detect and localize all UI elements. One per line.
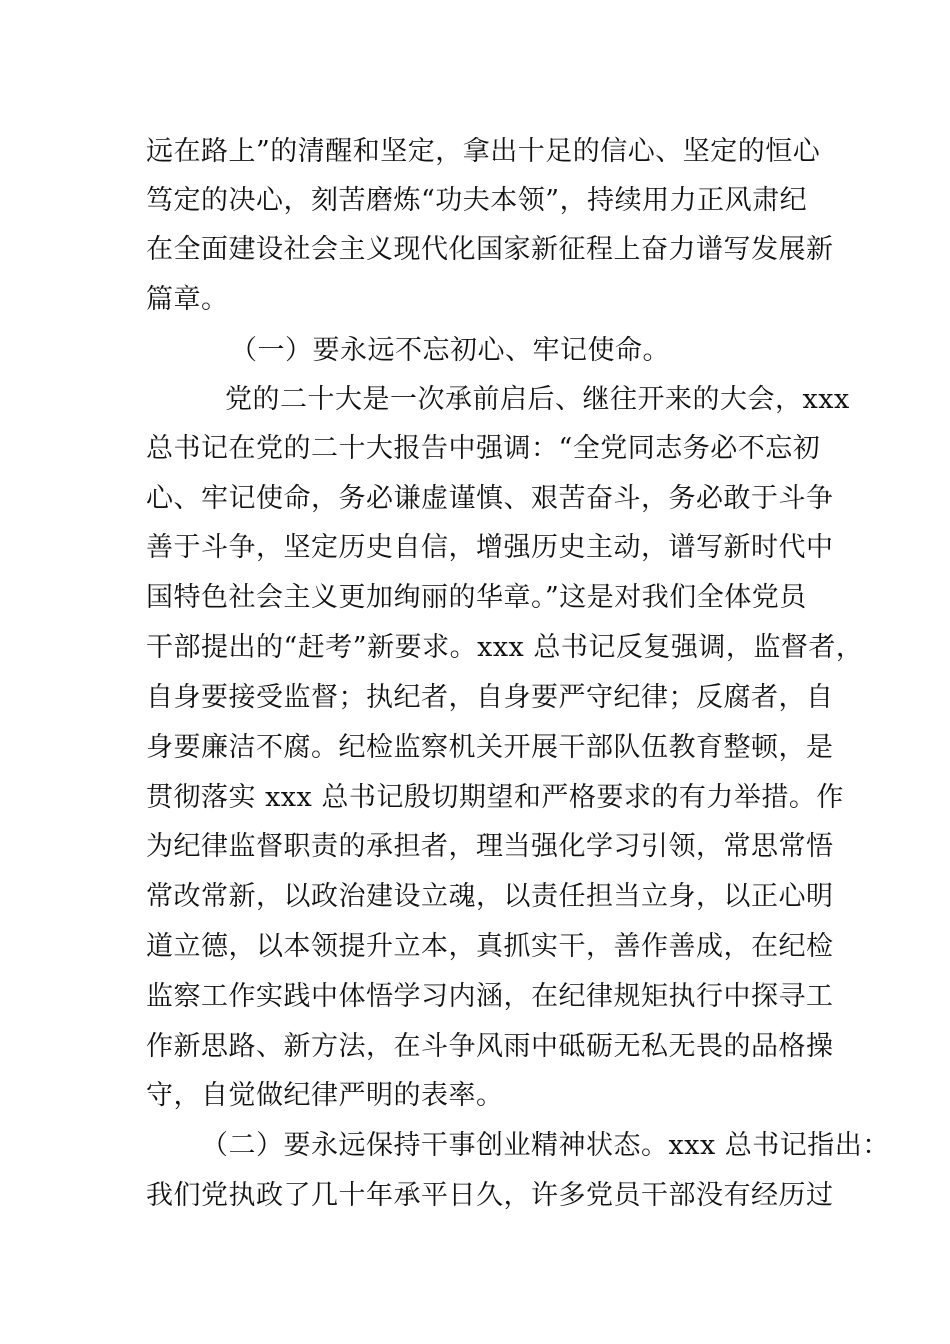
text-line: 自身要接受监督；执纪者，自身要严守纪律；反腐者，自 [146, 682, 834, 713]
text-line: 国特色社会主义更加绚丽的华章。”这是对我们全体党员 [146, 582, 807, 613]
text-line: 守，自觉做纪律严明的表率。 [146, 1080, 504, 1111]
text-line: 党的二十大是一次承前启后、继往开来的大会，xxx [225, 384, 850, 415]
text-line: 善于斗争，坚定历史自信，增强历史主动，谱写新时代中 [146, 532, 834, 563]
text-line: 道立德，以本领提升立本，真抓实干，善作善成，在纪检 [146, 931, 834, 962]
text-line: 作新思路、新方法，在斗争风雨中砥砺无私无畏的品格操 [146, 1031, 834, 1062]
text-line: 贯彻落实 xxx 总书记殷切期望和严格要求的有力举措。作 [146, 782, 844, 813]
section-heading-1: （一）要永远不忘初心、牢记使命。 [230, 335, 670, 366]
text-line: 常改常新，以政治建设立魂，以责任担当立身，以正心明 [146, 881, 834, 912]
text-line: 干部提出的“赶考”新要求。xxx 总书记反复强调，监督者， [146, 632, 864, 663]
text-line: 我们党执政了几十年承平日久，许多党员干部没有经历过 [146, 1180, 834, 1211]
text-line: 心、牢记使命，务必谦虚谨慎、艰苦奋斗，务必敢于斗争 [146, 483, 834, 514]
text-line: 总书记在党的二十大报告中强调：“全党同志务必不忘初 [146, 433, 821, 464]
text-line: 篇章。 [146, 284, 229, 315]
text-line: 笃定的决心，刻苦磨炼“功夫本领”，持续用力正风肃纪 [146, 185, 808, 216]
text-line: 监察工作实践中体悟学习内涵，在纪律规矩执行中探寻工 [146, 981, 834, 1012]
text-line: 为纪律监督职责的承担者，理当强化学习引领，常思常悟 [146, 831, 834, 862]
section-heading-2: （二）要永远保持干事创业精神状态。xxx 总书记指出： [201, 1130, 890, 1161]
text-line: 在全面建设社会主义现代化国家新征程上奋力谱写发展新 [146, 234, 834, 265]
text-line: 身要廉洁不腐。纪检监察机关开展干部队伍教育整顿，是 [146, 732, 834, 763]
text-line: 远在路上”的清醒和坚定，拿出十足的信心、坚定的恒心 [146, 136, 821, 167]
